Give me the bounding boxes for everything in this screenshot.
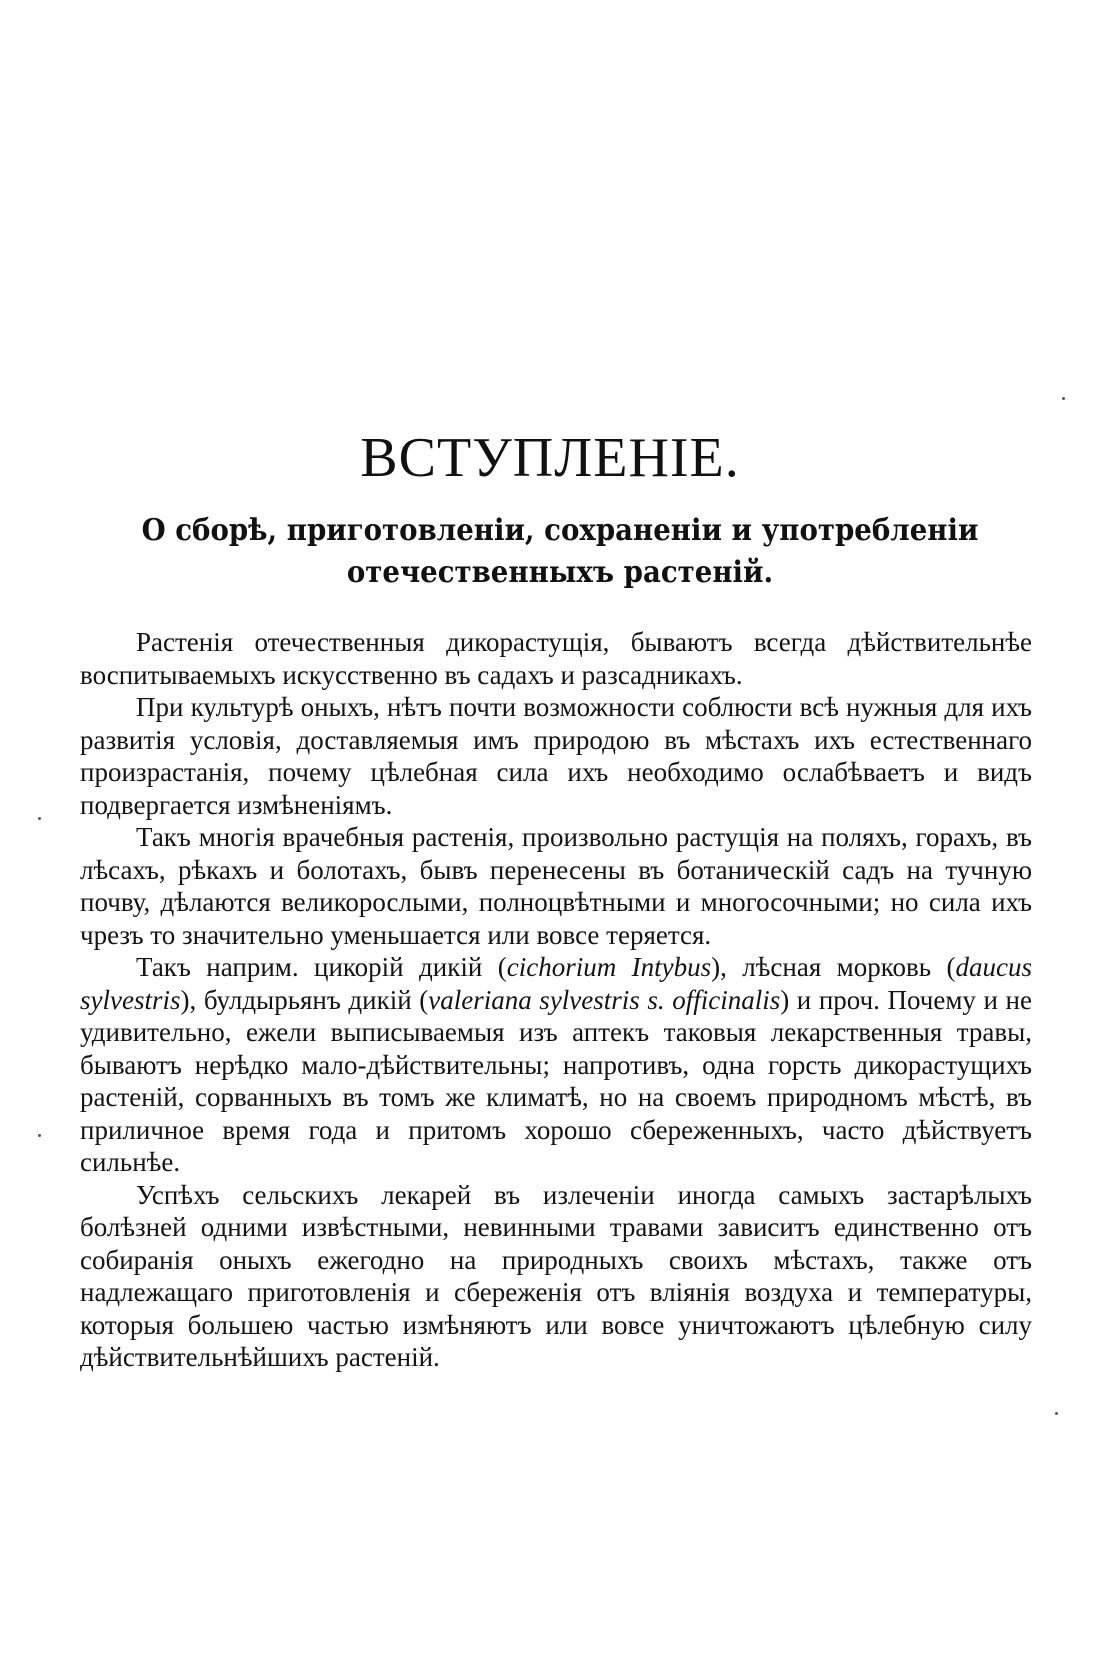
latin-name-valerian: valeriana sylvestris s. officinalis bbox=[428, 984, 781, 1015]
section-title: О сборѣ, приготовленіи, сохраненіи и употребленіи отечественныхъ растеній. bbox=[141, 513, 979, 590]
paragraph-4-text: ), лѣсная морковь ( bbox=[711, 952, 956, 982]
paragraph-4-text: Такъ наприм. цикорій дикій ( bbox=[136, 952, 507, 982]
margin-speck bbox=[38, 1134, 41, 1137]
margin-speck bbox=[1055, 1412, 1058, 1415]
paragraph-2: При культурѣ оныхъ, нѣтъ почти возможности соблюсти всѣ нужныя для ихъ развитія условія, доставляемыя имъ природою въ мѣстахъ ихъ естественнаго произрастанія, почему цѣлебная сила ихъ необходимо ослабѣваетъ и видъ подвергается измѣненіямъ. bbox=[80, 692, 1032, 820]
paragraph-4-text: ) и проч. Почему и не удивительно, ежели выписываемыя изъ аптекъ таковыя лекарственныя травы, бываютъ нерѣдко мало-дѣйствительны; напротивъ, одна горсть дикорастущихъ растеній, сорванныхъ въ томъ же климатѣ, но на своемъ природномъ мѣстѣ, въ приличное время года и притомъ хорошо сбереженныхъ, часто дѣйствуетъ сильнѣе. bbox=[80, 984, 1032, 1177]
margin-speck bbox=[1062, 397, 1065, 400]
body-text bbox=[80, 626, 1032, 1374]
latin-name-carrot: daucus sylvestris bbox=[80, 952, 1032, 1015]
margin-speck bbox=[38, 817, 41, 820]
page-heading: ВСТУПЛЕНІЕ. bbox=[360, 427, 740, 489]
paragraph-3: Такъ многія врачебныя растенія, произвольно растущія на поляхъ, горахъ, въ лѣсахъ, рѣкахъ и болотахъ, бывъ перенесены въ ботаническій садъ на тучную почву, дѣлаются великорослыми, полноцвѣтными и многосочными; но сила ихъ чрезъ то значительно уменьшается или вовсе теряется. bbox=[80, 822, 1032, 950]
paragraph-5: Успѣхъ сельскихъ лекарей въ излеченіи иногда самыхъ застарѣлыхъ болѣзней одними извѣстными, невинными травами зависитъ единственно отъ собиранія оныхъ ежегодно на природныхъ своихъ мѣстахъ, также отъ надлежащаго приготовленія и сбереженія отъ вліянія воздуха и температуры, которыя большею частью измѣняютъ или вовсе уничтожаютъ цѣлебную силу дѣйствительнѣйшихъ растеній. bbox=[80, 1179, 1032, 1372]
paragraph-4-text: ), булдырьянъ дикій ( bbox=[180, 984, 429, 1015]
paragraph-1: Растенія отечественныя дикорастущія, бываютъ всегда дѣйствительнѣе воспитываемыхъ искусственно въ садахъ и разсадникахъ. bbox=[80, 627, 1032, 690]
paragraph-4 bbox=[80, 951, 1032, 1179]
latin-name-chicory: cichorium Intybus bbox=[506, 952, 712, 982]
